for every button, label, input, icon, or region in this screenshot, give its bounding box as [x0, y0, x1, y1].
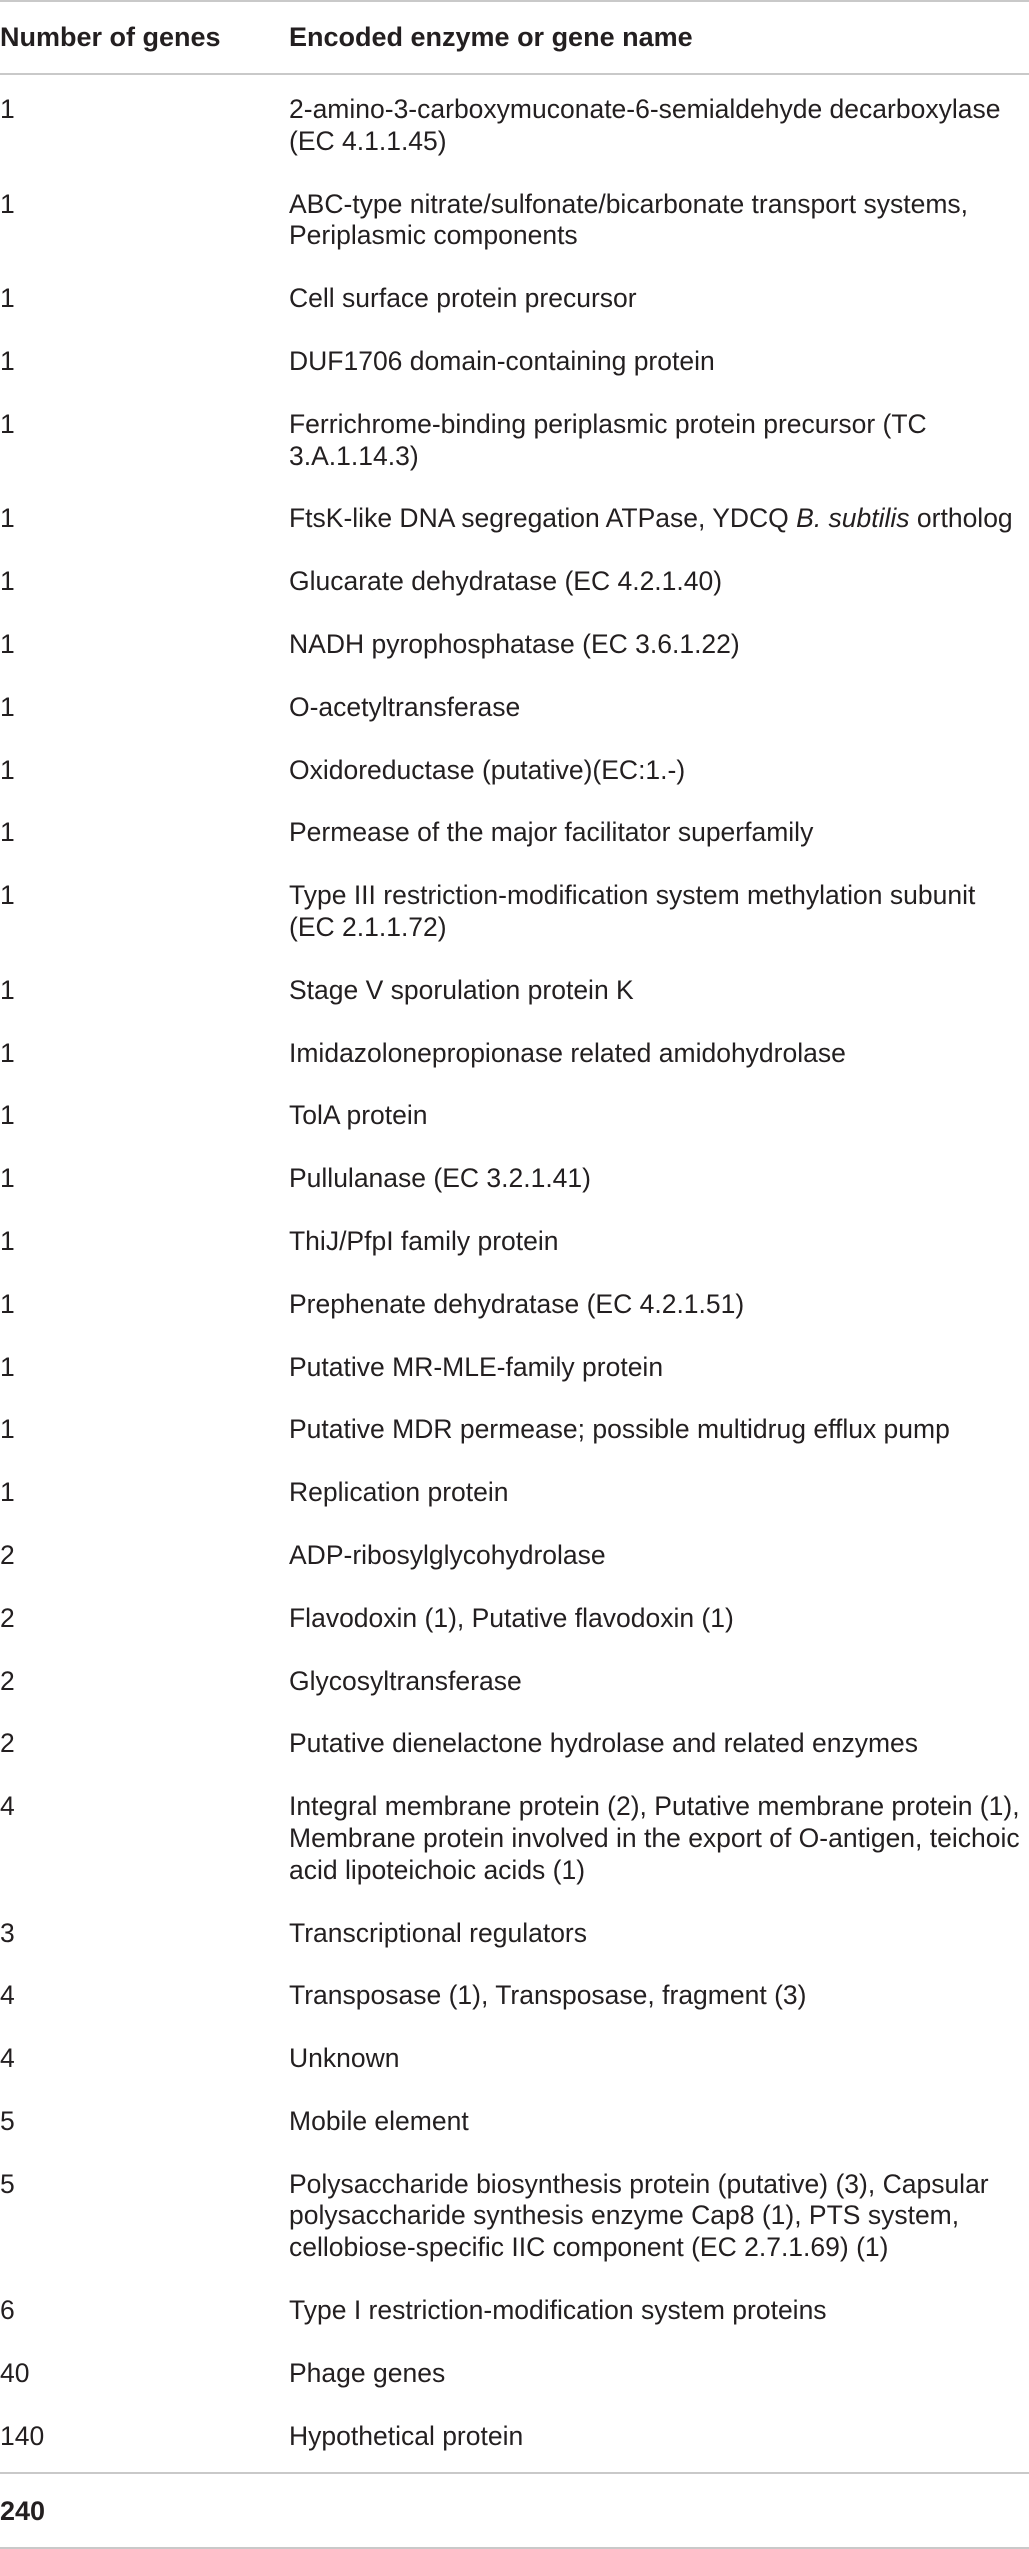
gene-count-cell: 1: [0, 283, 15, 314]
gene-name-text: Permease of the major facilitator superfamily: [289, 817, 814, 848]
gene-name-text: DUF1706 domain-containing protein: [289, 345, 715, 376]
gene-name-text: ThiJ/PfpI family protein: [289, 1225, 559, 1256]
table-row: [0, 1902, 1029, 1965]
gene-count-cell: 1: [0, 1288, 15, 1319]
gene-name-text: Replication protein: [289, 1477, 509, 1508]
table-row: [0, 959, 1029, 1022]
gene-name-cell: [289, 676, 1029, 739]
gene-count-cell: 2: [0, 1728, 15, 1759]
gene-count-cell: 1: [0, 503, 15, 534]
gene-name-cell: [289, 1524, 1029, 1587]
table-row: [0, 173, 1029, 268]
gene-name-text: Phage genes: [289, 2357, 446, 2388]
gene-name-text: Putative dienelactone hydrolase and related enzymes: [289, 1728, 919, 1759]
gene-count-cell: 1: [0, 345, 15, 376]
header-row: [0, 1, 1029, 74]
table-row: [0, 267, 1029, 330]
gene-name-text: ADP-ribosylglycohydrolase: [289, 1539, 606, 1570]
gene-name-text: Mobile element: [289, 2105, 469, 2136]
gene-count-cell: 1: [0, 754, 15, 785]
table-row: [0, 1964, 1029, 2027]
gene-name-cell: [289, 613, 1029, 676]
gene-count-cell: 4: [0, 2043, 15, 2074]
gene-name-text: Ferrichrome-binding periplasmic protein precursor (TC 3.A.1.14.3): [289, 408, 927, 471]
gene-count-cell: 5: [0, 2105, 15, 2136]
gene-count-cell: 40: [0, 2357, 30, 2388]
gene-count-cell: 1: [0, 1414, 15, 1445]
gene-name-cell: [289, 1398, 1029, 1461]
table-footer: [0, 2473, 1029, 2548]
gene-count-cell: 1: [0, 691, 15, 722]
gene-name-cell: [289, 864, 1029, 959]
gene-name-cell: [289, 1902, 1029, 1965]
table-row: [0, 1273, 1029, 1336]
table-row: [0, 864, 1029, 959]
table-header: [0, 1, 1029, 74]
gene-name-suffix-text: ortholog: [909, 503, 1013, 534]
gene-count-cell: 1: [0, 1163, 15, 1194]
gene-count-cell: 4: [0, 1980, 15, 2011]
table-row: [0, 1147, 1029, 1210]
gene-name-text: Type III restriction-modification system methylation subunit (EC 2.1.1.72): [289, 880, 976, 942]
table-row: [0, 676, 1029, 739]
header-number-of-genes: Number of genes: [0, 1, 289, 74]
gene-name-text: TolA protein: [289, 1100, 428, 1131]
gene-name-text: Stage V sporulation protein K: [289, 974, 634, 1005]
gene-count-cell: 1: [0, 566, 15, 597]
table-row: [0, 1210, 1029, 1273]
header-enzyme-name: Encoded enzyme or gene name: [289, 1, 1029, 74]
gene-count-cell: 2: [0, 1665, 15, 1696]
gene-count-cell: 1: [0, 1351, 15, 1382]
gene-name-text: Glucarate dehydratase (EC 4.2.1.40): [289, 566, 723, 597]
gene-name-cell: [289, 1084, 1029, 1147]
gene-name-cell: [289, 739, 1029, 802]
table-row: [0, 1461, 1029, 1524]
gene-count-cell: 140: [0, 2420, 45, 2451]
gene-name-text: Type I restriction-modification system proteins: [289, 2295, 827, 2326]
table-row: [0, 330, 1029, 393]
gene-name-text: Glycosyltransferase: [289, 1665, 522, 1696]
gene-name-cell: [289, 330, 1029, 393]
table-row: [0, 1524, 1029, 1587]
gene-name-cell: [289, 393, 1029, 488]
gene-count-cell: 1: [0, 1037, 15, 1068]
gene-count-cell: 1: [0, 628, 15, 659]
table-row: [0, 1775, 1029, 1901]
gene-name-cell: [289, 1587, 1029, 1650]
gene-count-cell: 2: [0, 1539, 15, 1570]
table-row: [0, 1712, 1029, 1775]
gene-count-cell: 1: [0, 974, 15, 1005]
gene-name-cell: [289, 1650, 1029, 1713]
table-row: [0, 487, 1029, 550]
gene-name-cell: [289, 1210, 1029, 1273]
gene-name-text: Pullulanase (EC 3.2.1.41): [289, 1163, 591, 1194]
table-row: [0, 1587, 1029, 1650]
gene-count-cell: 1: [0, 94, 15, 124]
gene-name-text: Transcriptional regulators: [289, 1917, 588, 1948]
gene-name-text: Hypothetical protein: [289, 2420, 524, 2451]
gene-name-text: Flavodoxin (1), Putative flavodoxin (1): [289, 1602, 734, 1633]
gene-name-cell: [289, 801, 1029, 864]
gene-name-text: FtsK-like DNA segregation ATPase, YDCQ: [289, 503, 797, 534]
gene-count-cell: 1: [0, 408, 15, 439]
gene-count-cell: 1: [0, 880, 15, 911]
gene-name-cell: [289, 550, 1029, 613]
gene-name-text: 2-amino-3-carboxymuconate-6-semialdehyde decarboxylase (EC 4.1.1.45): [289, 94, 1001, 156]
total-count: 240: [0, 2473, 289, 2548]
gene-name-cell: [289, 1775, 1029, 1901]
gene-count-cell: 1: [0, 188, 15, 219]
gene-name-text: Transposase (1), Transposase, fragment (3): [289, 1980, 807, 2011]
table-row: [0, 393, 1029, 488]
gene-count-cell: 1: [0, 1100, 15, 1131]
gene-name-cell: [289, 74, 1029, 173]
gene-name-text: Unknown: [289, 2043, 400, 2074]
total-row: [0, 2473, 1029, 2548]
gene-name-cell: [289, 2342, 1029, 2405]
table-row: [0, 2405, 1029, 2474]
gene-count-cell: 1: [0, 1477, 15, 1508]
gene-name-cell: [289, 1147, 1029, 1210]
gene-name-cell: [289, 487, 1029, 550]
gene-name-text: Imidazolonepropionase related amidohydrolase: [289, 1037, 846, 1068]
table-body: [0, 74, 1029, 2473]
gene-name-cell: [289, 1273, 1029, 1336]
gene-count-cell: 1: [0, 817, 15, 848]
gene-name-text: Putative MR-MLE-family protein: [289, 1351, 664, 1382]
gene-name-text: Cell surface protein precursor: [289, 283, 637, 314]
gene-name-text: Polysaccharide biosynthesis protein (putative) (3), Capsular polysaccharide synthesis enzyme Cap8 (1), PTS system, cellobiose-specific IIC component (EC 2.7.1.69) (1): [289, 2168, 989, 2263]
gene-count-cell: 5: [0, 2168, 15, 2199]
table-row: [0, 739, 1029, 802]
gene-count-cell: 1: [0, 1225, 15, 1256]
gene-name-text: Putative MDR permease; possible multidrug efflux pump: [289, 1414, 950, 1445]
gene-name-cell: [289, 2027, 1029, 2090]
gene-name-cell: [289, 1964, 1029, 2027]
gene-name-text: Integral membrane protein (2), Putative membrane protein (1), Membrane protein involved in the export of O-antigen, teichoic acid lipoteichoic acids (1): [289, 1791, 1020, 1885]
gene-name-cell: [289, 2279, 1029, 2342]
gene-name-text: Oxidoreductase (putative)(EC:1.-): [289, 754, 686, 785]
table-row: [0, 2027, 1029, 2090]
gene-name-cell: [289, 1712, 1029, 1775]
gene-name-cell: [289, 173, 1029, 268]
gene-name-text: ABC-type nitrate/sulfonate/bicarbonate transport systems, Periplasmic components: [289, 188, 969, 251]
table-row: [0, 1336, 1029, 1399]
table-row: [0, 1398, 1029, 1461]
table-row: [0, 1022, 1029, 1085]
table-row: [0, 801, 1029, 864]
table-row: [0, 2279, 1029, 2342]
gene-name-cell: [289, 1336, 1029, 1399]
gene-name-cell: [289, 959, 1029, 1022]
gene-name-text: Prephenate dehydratase (EC 4.2.1.51): [289, 1288, 745, 1319]
table-row: [0, 1084, 1029, 1147]
gene-name-cell: [289, 1461, 1029, 1524]
total-blank: [289, 2473, 1029, 2548]
table-row: [0, 1650, 1029, 1713]
table-row: [0, 613, 1029, 676]
gene-name-cell: [289, 2090, 1029, 2153]
gene-name-cell: [289, 2153, 1029, 2279]
gene-name-cell: [289, 267, 1029, 330]
gene-name-cell: [289, 2405, 1029, 2474]
table-row: [0, 2342, 1029, 2405]
table-row: [0, 2153, 1029, 2279]
gene-name-text: O-acetyltransferase: [289, 691, 521, 722]
table-row: [0, 74, 1029, 173]
gene-name-italic-text: B. subtilis: [796, 503, 910, 534]
gene-count-cell: 3: [0, 1917, 15, 1948]
gene-count-cell: 2: [0, 1602, 15, 1633]
gene-count-cell: 6: [0, 2295, 15, 2326]
gene-count-cell: 4: [0, 1791, 15, 1822]
table-row: [0, 2090, 1029, 2153]
gene-name-cell: [289, 1022, 1029, 1085]
table-row: [0, 550, 1029, 613]
gene-name-text: NADH pyrophosphatase (EC 3.6.1.22): [289, 628, 740, 659]
